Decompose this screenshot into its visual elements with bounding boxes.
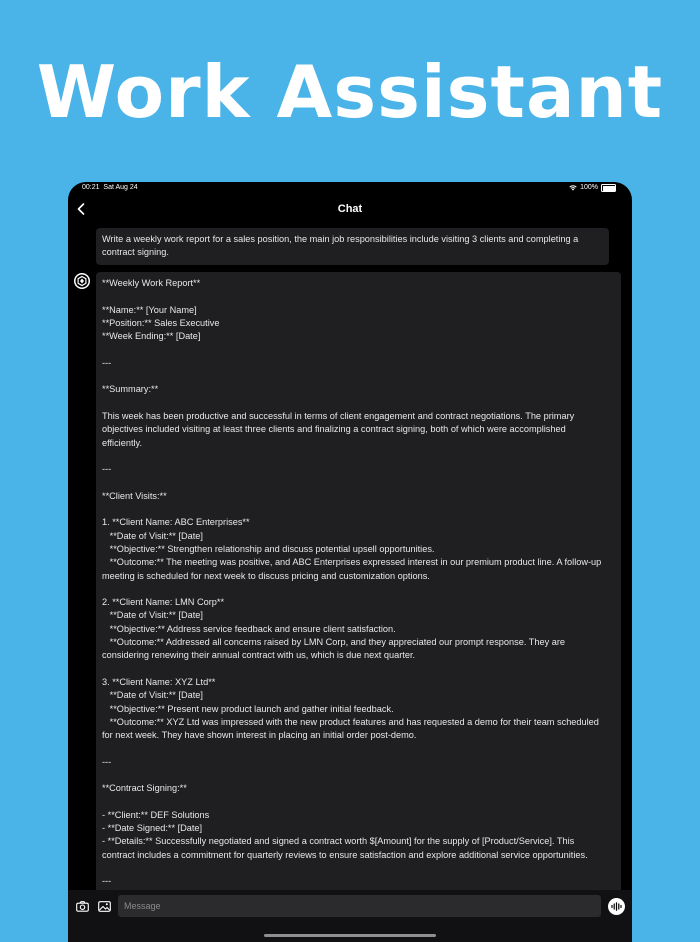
message-input[interactable]: [118, 895, 601, 917]
ai-message-line: ---: [102, 756, 112, 767]
ai-message-line: **Name:** [Your Name]: [102, 304, 197, 315]
ai-message-line: **Objective:** Address service feedback and ensure client satisfaction.: [102, 623, 396, 634]
ai-message-line: ---: [102, 876, 112, 887]
ai-message-line: - **Details:** Successfully negotiated and signed a contract worth $[Amount] for the supply of [Product/Service]. This: [102, 836, 575, 847]
voice-waveform-icon[interactable]: [608, 898, 625, 915]
composer-bar: [68, 890, 632, 942]
ai-message: [96, 272, 621, 902]
ai-message-line: **Client Visits:**: [102, 490, 167, 501]
ai-message-line: [102, 769, 615, 782]
ai-message-line: [102, 370, 615, 383]
ai-message-line: [102, 742, 615, 755]
battery-icon: [601, 184, 616, 192]
photo-icon[interactable]: [96, 898, 112, 914]
ai-message-line: **Objective:** Strengthen relationship and discuss potential upsell opportunities.: [102, 543, 435, 554]
ai-message-line: 2. **Client Name: LMN Corp**: [102, 597, 225, 608]
ai-message-line: [102, 796, 615, 809]
ai-message-line: meeting is scheduled for next week to discuss pricing and customization options.: [102, 570, 430, 581]
ai-message-line: - **Date Signed:** [Date]: [102, 823, 203, 834]
headline: Work Assistant: [36, 50, 664, 134]
status-right: [569, 182, 616, 194]
ai-message-line: **Objective:** Present new product launch and gather initial feedback.: [102, 703, 394, 714]
ai-message-text: [96, 272, 621, 894]
status-date: Sat Aug 24: [103, 184, 138, 191]
ai-message-line: 3. **Client Name: XYZ Ltd**: [102, 676, 216, 687]
ai-message-line: **Date of Visit:** [Date]: [102, 690, 203, 701]
ai-message-line: considering renewing their annual contract with us, which is due next quarter.: [102, 650, 416, 661]
user-message: Write a weekly work report for a sales position, the main job responsibilities include visiting 3 clients and completing a contract signing.: [96, 228, 609, 265]
ai-message-line: This week has been productive and successful in terms of client engagement and contract negotiations. The primary: [102, 410, 575, 421]
ai-message-line: efficiently.: [102, 437, 143, 448]
ai-message-line: **Outcome:** Addressed all concerns raised by LMN Corp, and they appreciated our prompt response. They are: [102, 637, 566, 648]
ai-message-line: [102, 343, 615, 356]
ai-message-line: 1. **Client Name: ABC Enterprises**: [102, 517, 250, 528]
wifi-icon: [569, 185, 577, 191]
ai-message-line: **Week Ending:** [Date]: [102, 331, 201, 342]
ai-message-line: [102, 583, 615, 596]
ai-message-line: [102, 450, 615, 463]
status-time-date: [82, 182, 138, 194]
ai-message-line: objectives included visiting at least three clients and finalizing a contract signing, both of which were accomplished: [102, 424, 566, 435]
ai-message-line: contract includes a commitment for quarterly reviews to ensure satisfaction and explore additional service opportunities.: [102, 849, 588, 860]
ai-message-line: **Date of Visit:** [Date]: [102, 530, 203, 541]
ai-message-line: **Position:** Sales Executive: [102, 317, 220, 328]
ai-message-line: for next week. They have shown interest in placing an initial order post-demo.: [102, 730, 417, 741]
ai-message-line: - **Client:** DEF Solutions: [102, 809, 210, 820]
ai-message-line: [102, 397, 615, 410]
ai-message-line: ---: [102, 357, 112, 368]
page-title: Chat: [337, 203, 363, 215]
ai-message-line: [102, 503, 615, 516]
ai-message-line: **Outcome:** XYZ Ltd was impressed with the new product features and has requested a demo for their team scheduled: [102, 716, 599, 727]
camera-icon[interactable]: [74, 898, 90, 914]
ai-message-line: ---: [102, 464, 112, 475]
ai-assistant-icon: [74, 273, 90, 289]
ai-message-line: [102, 476, 615, 489]
ai-message-line: **Date of Visit:** [Date]: [102, 610, 203, 621]
ai-message-line: [102, 862, 615, 875]
status-bar: [68, 182, 632, 194]
status-time: 00:21: [82, 184, 100, 191]
ai-message-line: **Summary:**: [102, 384, 159, 395]
ai-message-line: **Contract Signing:**: [102, 783, 187, 794]
ai-message-line: [102, 290, 615, 303]
tablet-screen: [68, 182, 632, 942]
home-indicator: [264, 934, 436, 937]
ai-message-line: **Outcome:** The meeting was positive, and ABC Enterprises expressed interest in our premium product line. A follow-up: [102, 557, 602, 568]
nav-bar: [68, 198, 632, 220]
ai-message-line: **Weekly Work Report**: [102, 278, 201, 288]
ai-message-line: [102, 663, 615, 676]
battery-percent: 100%: [580, 184, 598, 191]
